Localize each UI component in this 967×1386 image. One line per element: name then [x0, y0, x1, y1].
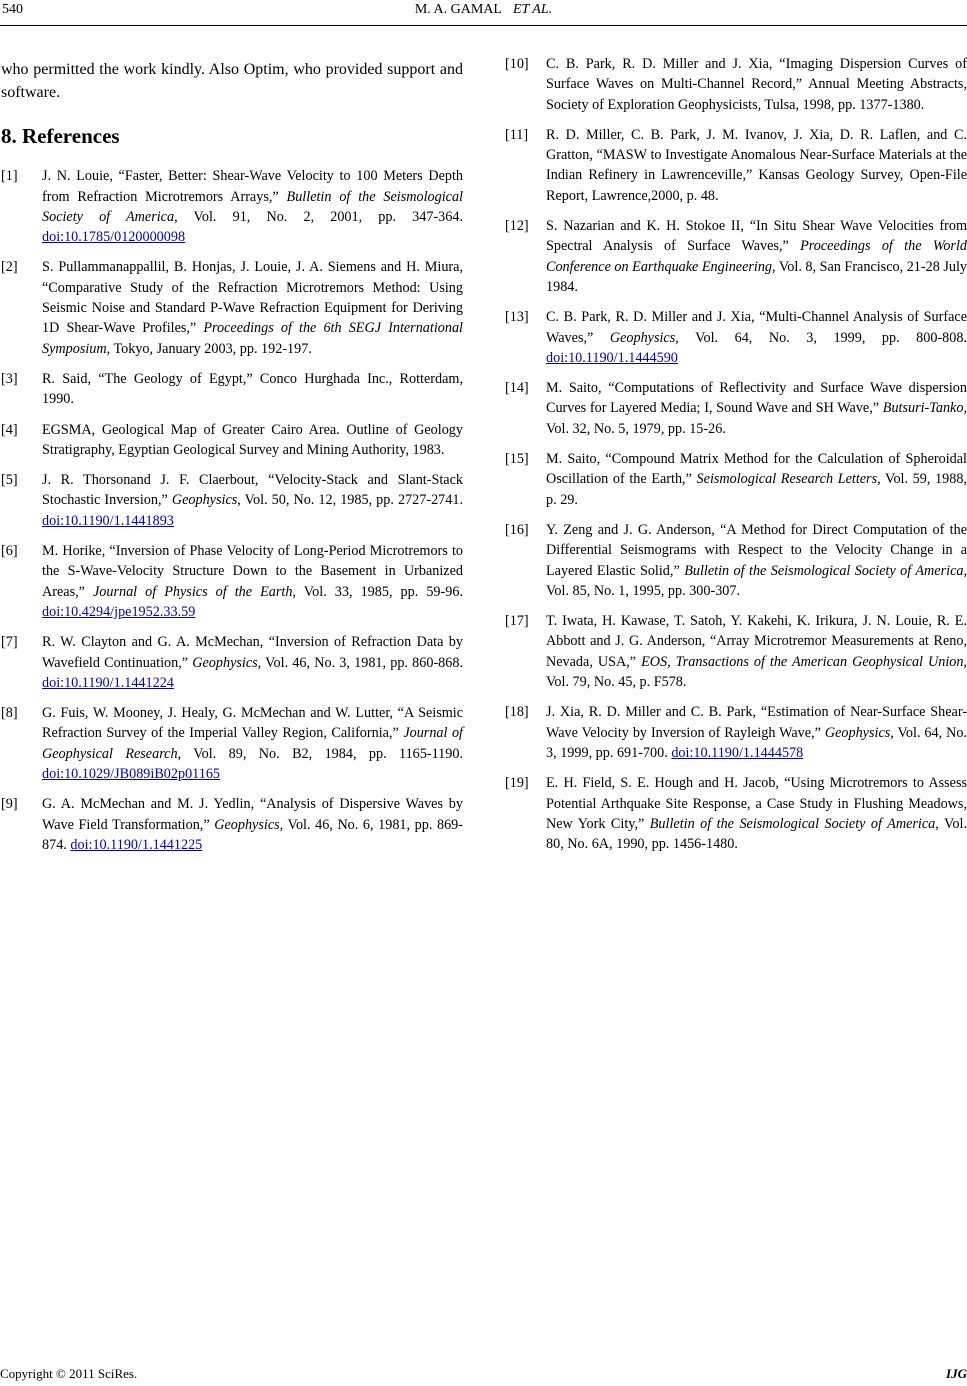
reference-authors-title: M. Saito, “Computations of Reflectivity and Surface Wave dispersion Curves for Layered Media; I, Sound Wave and SH Wave,” — [546, 380, 967, 417]
reference-text — [546, 307, 967, 368]
reference-details: , Vol. 80, No. 6A, 1990, pp. 1456-1480. — [546, 815, 967, 853]
left-column — [1, 58, 463, 865]
intro-paragraph: who permitted the work kindly. Also Optim, who provided support and software. — [1, 61, 463, 101]
reference-number: [5] — [1, 472, 18, 489]
reference-details: , Vol. 85, No. 1, 1995, pp. 300-307. — [546, 562, 967, 599]
reference-authors-title: G. Fuis, W. Mooney, J. Healy, G. McMechan and W. Lutter, “A Seismic Refraction Survey of the Imperial Valley Region, California,” — [42, 705, 463, 742]
reference-item — [1, 257, 463, 358]
reference-number: [11] — [505, 126, 529, 143]
reference-text — [42, 794, 463, 855]
reference-source: Geophysics — [192, 654, 258, 671]
reference-details: , Vol. 79, No. 45, p. F578. — [546, 653, 967, 691]
reference-item — [1, 166, 463, 247]
reference-number: [10] — [505, 56, 529, 72]
reference-source: Butsuri-Tanko — [882, 400, 964, 417]
reference-doi-link[interactable]: doi:10.1190/1.1441225 — [70, 836, 203, 853]
reference-authors-title: E. H. Field, S. E. Hough and H. Jacob, “Using Microtremors to Assess Potential Arthquake Site Response, a Case Study in Flushing Meadows, New York City,” — [546, 775, 967, 832]
reference-text — [546, 702, 967, 763]
reference-text — [546, 611, 967, 692]
reference-details: , Vol. 59, 1988, p. 29. — [546, 471, 967, 508]
reference-number: [18] — [505, 704, 529, 721]
reference-details: , Vol. 91, No. 2, 2001, pp. 347-364. — [174, 208, 463, 225]
reference-authors-title: S. Nazarian and K. H. Stokoe II, “In Situ Shear Wave Velocities from Spectral Analysis of Surface Waves,” — [546, 218, 967, 255]
reference-item — [505, 54, 967, 115]
reference-details: , Vol. 46, No. 6, 1981, pp. 869-874. — [42, 816, 463, 853]
page-number: 540 — [2, 2, 23, 17]
reference-details: , Tokyo, January 2003, pp. 192-197. — [106, 340, 312, 357]
reference-authors-title: Y. Zeng and J. G. Anderson, “A Method for Direct Computation of the Differential Seismograms with Respect to the Velocity Change in a Layered Elastic Solid,” — [546, 521, 967, 579]
reference-item — [1, 632, 463, 693]
reference-authors-title: J. R. Thorsonand J. F. Claerbout, “Velocity-Stack and Slant-Stack Stochastic Inversion,” — [42, 472, 463, 509]
reference-number: [4] — [1, 421, 18, 438]
reference-number: [7] — [1, 634, 18, 651]
right-column — [505, 54, 967, 864]
reference-item — [505, 216, 967, 297]
references-list-left — [1, 166, 463, 855]
reference-number: [14] — [505, 380, 529, 397]
reference-authors-title: R. D. Miller, C. B. Park, J. M. Ivanov, J. Xia, D. R. Laflen, and C. Gratton, “MASW to Investigate Anomalous Near-Surface Materials at the Indian Refinery in Lawrenceville,” Kansas Geology Survey, Open-File Report, Lawrence,2000, p. 48. — [546, 126, 967, 204]
reference-text — [42, 470, 463, 531]
reference-item — [505, 125, 967, 206]
reference-source: Geophysics — [609, 329, 676, 346]
reference-authors-title: S. Pullammanappallil, B. Honjas, J. Louie, J. A. Siemens and H. Miura, “Comparative Study of the Refraction Microtremors Method: Using Seismic Noise and Standard P-Wave Refraction Equipment for Deriving 1D Shear-Wave Profiles,” — [42, 259, 463, 337]
reference-authors-title: T. Iwata, H. Kawase, T. Satoh, Y. Kakehi, K. Irikura, J. N. Louie, R. E. Abbott and J. G. Anderson, “Array Microtremor Measurements at Reno, Nevada, USA,” — [546, 613, 967, 670]
reference-text — [42, 257, 463, 358]
reference-text — [42, 166, 463, 247]
reference-item — [505, 307, 967, 368]
reference-item — [505, 378, 967, 439]
reference-text — [546, 773, 967, 854]
reference-number: [17] — [505, 613, 529, 630]
reference-details: , Vol. 64, No. 3, 1999, pp. 691-700. — [546, 724, 967, 761]
reference-item — [1, 794, 463, 855]
reference-source: Seismological Research Letters — [696, 471, 878, 488]
reference-text — [42, 632, 463, 693]
reference-number: [15] — [505, 451, 529, 468]
reference-text — [42, 541, 463, 622]
reference-number: [13] — [505, 309, 529, 326]
reference-item — [505, 449, 967, 510]
reference-item — [505, 702, 967, 763]
reference-text — [42, 369, 463, 410]
reference-number: [1] — [1, 168, 18, 185]
reference-text — [546, 125, 967, 206]
reference-details: , Vol. 50, No. 12, 1985, pp. 2727-2741. — [237, 492, 463, 509]
reference-source: Bulletin of the Seismological Society of America — [684, 562, 964, 579]
reference-doi-link[interactable]: doi:10.4294/jpe1952.33.59 — [42, 603, 196, 620]
reference-authors-title: R. W. Clayton and G. A. McMechan, “Inversion of Refraction Data by Wavefield Continuation,” — [42, 634, 463, 671]
reference-source: Geophysics — [171, 492, 238, 509]
reference-details: , Vol. 8, San Francisco, 21-28 July 1984. — [546, 258, 967, 295]
reference-authors-title: R. Said, “The Geology of Egypt,” Conco Hurghada Inc., Rotterdam, 1990. — [42, 370, 463, 408]
reference-item — [1, 420, 463, 461]
reference-text — [546, 216, 967, 297]
section-title: 8. References — [1, 124, 120, 148]
reference-doi-link[interactable]: doi:10.1190/1.1444590 — [546, 349, 678, 366]
reference-number: [8] — [1, 705, 18, 722]
reference-number: [3] — [1, 370, 18, 387]
reference-number: [12] — [505, 218, 529, 235]
reference-doi-link[interactable]: doi:10.1785/0120000098 — [42, 229, 186, 246]
reference-authors-title: EGSMA, Geological Map of Greater Cairo Area. Outline of Geology Stratigraphy, Egyptian Geological Survey and Mining Authority, 1983. — [42, 421, 463, 458]
reference-item — [1, 703, 463, 784]
reference-number: [19] — [505, 775, 529, 792]
reference-source: Proceedings of the 6th SEGJ International Symposium — [42, 320, 463, 357]
reference-item — [505, 520, 967, 601]
reference-doi-link[interactable]: doi:10.1190/1.1444578 — [671, 744, 804, 761]
reference-item — [1, 470, 463, 531]
reference-number: [2] — [1, 259, 18, 276]
reference-authors-title: M. Saito, “Compound Matrix Method for the Calculation of Spheroidal Oscillation of the Earth,” — [546, 451, 967, 488]
reference-authors-title: G. A. McMechan and M. J. Yedlin, “Analysis of Dispersive Waves by Wave Field Transformation,” — [42, 796, 463, 833]
header-rule — [0, 25, 967, 26]
reference-doi-link[interactable]: doi:10.1190/1.1441893 — [42, 512, 174, 529]
running-head-author: M. A. GAMAL — [414, 2, 502, 17]
reference-authors-title: M. Horike, “Inversion of Phase Velocity of Long-Period Microtremors to the S-Wave-Velocity Structure Down to the Basement in Urbanized Areas,” — [42, 543, 463, 600]
reference-text — [42, 703, 463, 784]
reference-item — [1, 541, 463, 622]
reference-details: , Vol. 46, No. 3, 1981, pp. 860-868. — [257, 654, 463, 671]
reference-number: [16] — [505, 521, 529, 538]
reference-doi-link[interactable]: doi:10.1190/1.1441224 — [42, 674, 174, 691]
reference-authors-title: C. B. Park, R. D. Miller and J. Xia, “Imaging Dispersion Curves of Surface Waves on Multi-Channel Record,” Annual Meeting Abstracts, Society of Exploration Geophysicists, Tulsa, 1998, pp. 1377-1380. — [546, 56, 967, 113]
reference-authors-title: C. B. Park, R. D. Miller and J. Xia, “Multi-Channel Analysis of Surface Waves,” — [546, 309, 967, 346]
reference-number: [6] — [1, 543, 18, 560]
reference-source: Proceedings of the World Conference on Earthquake Engineering — [546, 238, 967, 275]
reference-details: , Vol. 32, No. 5, 1979, pp. 15-26. — [546, 400, 967, 437]
reference-item — [505, 773, 967, 854]
reference-doi-link[interactable]: doi:10.1029/JB089iB02p01165 — [42, 766, 221, 783]
reference-text — [42, 420, 463, 461]
reference-source: Journal of Geophysical Research — [42, 725, 464, 762]
reference-source: Bulletin of the Seismological Society of America — [42, 188, 463, 225]
reference-text — [546, 449, 967, 510]
reference-details: , Vol. 33, 1985, pp. 59-96. — [292, 583, 463, 600]
reference-text — [546, 54, 967, 115]
reference-source: Bulletin of the Seismological Society of America — [649, 815, 936, 832]
references-list-right — [505, 54, 967, 854]
reference-item — [1, 369, 463, 410]
reference-number: [9] — [1, 796, 18, 813]
reference-item — [505, 611, 967, 692]
reference-source: Geophysics — [214, 816, 280, 833]
running-head-etal: ET AL. — [512, 2, 553, 17]
reference-source: Journal of Physics of the Earth — [92, 583, 293, 600]
reference-text — [546, 378, 967, 439]
reference-authors-title: J. N. Louie, “Faster, Better: Shear-Wave Velocity to 100 Meters Depth from Refraction Microtremors Arrays,” — [42, 168, 463, 205]
reference-details: , Vol. 89, No. B2, 1984, pp. 1165-1190. — [177, 745, 463, 762]
footer-copyright: Copyright © 2011 SciRes. — [0, 1366, 138, 1381]
footer-journal: IJG — [946, 1366, 967, 1381]
reference-source: EOS, Transactions of the American Geophysical Union — [641, 653, 964, 670]
reference-text — [546, 520, 967, 601]
running-head — [0, 2, 967, 18]
reference-details: , Vol. 64, No. 3, 1999, pp. 800-808. — [675, 329, 967, 346]
reference-source: Geophysics — [824, 724, 891, 741]
reference-authors-title: J. Xia, R. D. Miller and C. B. Park, “Estimation of Near-Surface Shear-Wave Velocity by Inversion of Rayleigh Wave,” — [546, 704, 967, 741]
